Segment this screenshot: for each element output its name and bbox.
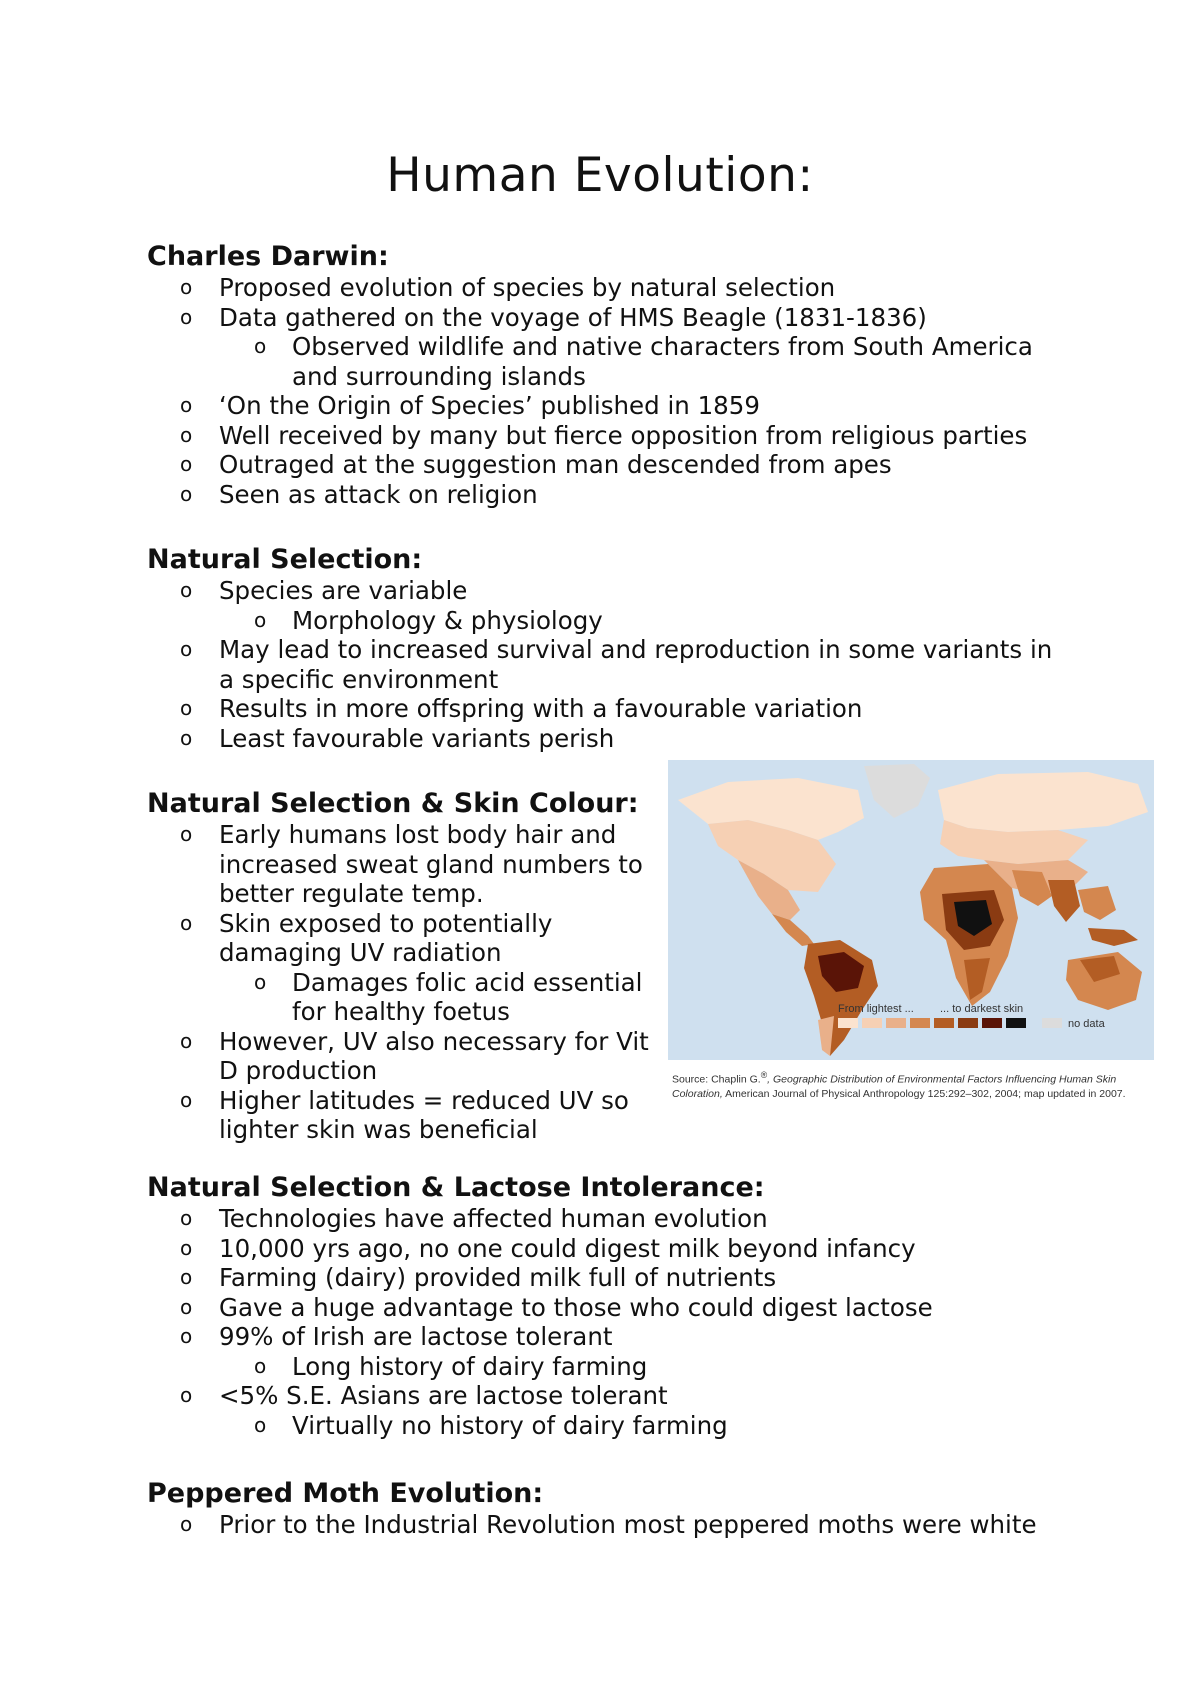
bullet-text: Well received by many but fierce opposition from religious parties xyxy=(219,420,1028,450)
bullet-text: Damages folic acid essential for healthy foetus xyxy=(292,967,643,1026)
section-lactose-intolerance xyxy=(147,1172,1067,1440)
legend-swatch xyxy=(910,1018,930,1028)
bullet-marker: o xyxy=(180,1028,193,1053)
bullet-marker: o xyxy=(180,1324,193,1348)
bullet-item xyxy=(147,480,1067,510)
bullet-text: Outraged at the suggestion man descended from apes xyxy=(219,450,892,479)
bullet-item xyxy=(147,909,657,968)
bullet-marker: o xyxy=(180,393,193,417)
bullet-marker: o xyxy=(180,1383,193,1407)
bullet-marker: o xyxy=(180,481,193,506)
bullet-item xyxy=(147,635,1067,694)
bullet-marker: o xyxy=(254,1353,267,1378)
bullet-item xyxy=(147,1510,1067,1540)
section-heading: Charles Darwin: xyxy=(147,241,389,272)
legend-swatch xyxy=(886,1018,906,1028)
bullet-item xyxy=(147,1293,1067,1323)
bullet-item xyxy=(147,724,1067,754)
bullet-text: Early humans lost body hair and increased sweat gland numbers to better regulate temp. xyxy=(219,820,643,908)
bullet-marker: o xyxy=(180,422,193,447)
caption-prefix: Source: Chaplin G. xyxy=(672,1073,761,1086)
figure-caption xyxy=(668,1068,1154,1101)
bullet-item xyxy=(147,303,1067,333)
bullet-text: Seen as attack on religion xyxy=(219,479,538,509)
section-skin-colour xyxy=(147,788,657,1145)
bullet-marker: o xyxy=(180,1235,193,1260)
bullet-item xyxy=(147,1086,657,1145)
sub-bullet-item xyxy=(147,1352,1067,1382)
page-title: Human Evolution: xyxy=(386,148,814,203)
bullet-item xyxy=(147,694,1067,724)
legend-swatch xyxy=(934,1018,954,1028)
bullet-marker: o xyxy=(180,1206,193,1230)
section-charles-darwin xyxy=(147,241,1067,509)
bullet-marker: o xyxy=(180,1087,193,1112)
bullet-item xyxy=(147,820,657,909)
bullet-text: Proposed evolution of species by natural selection xyxy=(219,273,836,302)
bullet-text: Skin exposed to potentially damaging UV radiation xyxy=(219,908,553,967)
bullet-item xyxy=(147,1234,1067,1264)
legend-swatch xyxy=(982,1018,1002,1028)
sub-bullet-item xyxy=(147,606,1067,636)
legend-nodata-label: no data xyxy=(1068,1018,1105,1030)
bullet-marker: o xyxy=(180,822,193,846)
bullet-text: 99% of Irish are lactose tolerant xyxy=(219,1322,613,1351)
bullet-list xyxy=(147,1204,1067,1440)
bullet-list xyxy=(147,820,657,1145)
bullet-text: May lead to increased survival and reproduction in some variants in a specific environment xyxy=(219,635,1053,694)
bullet-marker: o xyxy=(254,334,267,358)
section-natural-selection xyxy=(147,544,1067,753)
legend-swatch xyxy=(958,1018,978,1028)
bullet-list xyxy=(147,1510,1067,1540)
legend-swatch xyxy=(862,1018,882,1028)
bullet-text: Observed wildlife and native characters from South America and surrounding islands xyxy=(292,332,1033,391)
bullet-marker: o xyxy=(180,725,193,750)
bullet-item xyxy=(147,273,1067,303)
bullet-item xyxy=(147,421,1067,451)
bullet-item xyxy=(147,1027,657,1086)
bullet-marker: o xyxy=(180,910,193,935)
bullet-marker: o xyxy=(180,1265,193,1289)
bullet-marker: o xyxy=(180,637,193,661)
bullet-item xyxy=(147,1204,1067,1234)
bullet-text: 10,000 yrs ago, no one could digest milk beyond infancy xyxy=(219,1233,916,1263)
bullet-text: Virtually no history of dairy farming xyxy=(292,1410,728,1440)
sub-bullet-item xyxy=(147,968,657,1027)
sub-bullet-item xyxy=(147,332,1067,391)
bullet-item xyxy=(147,1263,1067,1293)
legend-from-label: From lightest ... xyxy=(838,1003,914,1015)
bullet-text: Farming (dairy) provided milk full of nutrients xyxy=(219,1263,777,1292)
section-heading: Natural Selection: xyxy=(147,544,423,575)
bullet-item xyxy=(147,391,1067,421)
bullet-text: Technologies have affected human evolution xyxy=(219,1204,768,1233)
bullet-text: Results in more offspring with a favourable variation xyxy=(219,694,863,723)
bullet-marker: o xyxy=(180,1512,193,1536)
bullet-text: Least favourable variants perish xyxy=(219,723,615,753)
bullet-marker: o xyxy=(254,607,267,632)
bullet-text: <5% S.E. Asians are lactose tolerant xyxy=(219,1381,668,1410)
bullet-text: ‘On the Origin of Species’ published in 1859 xyxy=(219,391,760,420)
world-skin-colour-map xyxy=(668,760,1154,1060)
section-peppered-moth xyxy=(147,1478,1067,1540)
section-heading: Natural Selection & Skin Colour: xyxy=(147,788,639,819)
skin-colour-map-figure xyxy=(668,760,1154,1101)
bullet-marker: o xyxy=(180,696,193,720)
sub-bullet-item xyxy=(147,1411,1067,1441)
bullet-text: Long history of dairy farming xyxy=(292,1351,648,1381)
bullet-item xyxy=(147,450,1067,480)
caption-symbol: ® xyxy=(760,1070,768,1080)
legend-to-label: ... to darkest skin xyxy=(940,1003,1024,1015)
bullet-text: Species are variable xyxy=(219,576,468,605)
bullet-text: Gave a huge advantage to those who could digest lactose xyxy=(219,1292,933,1322)
bullet-marker: o xyxy=(180,304,193,329)
bullet-marker: o xyxy=(180,578,193,602)
bullet-item xyxy=(147,1381,1067,1411)
bullet-text: Prior to the Industrial Revolution most peppered moths were white xyxy=(219,1510,1037,1539)
legend-swatch xyxy=(1006,1018,1026,1028)
caption-title: , Geographic Distribution of Environmental Factors Influencing Human Skin Coloration, xyxy=(672,1073,1117,1100)
section-heading: Peppered Moth Evolution: xyxy=(147,1478,544,1509)
bullet-text: However, UV also necessary for Vit D production xyxy=(219,1026,649,1085)
bullet-marker: o xyxy=(254,1412,267,1437)
bullet-text: Data gathered on the voyage of HMS Beagle (1831-1836) xyxy=(219,302,927,332)
bullet-list xyxy=(147,576,1067,753)
bullet-item xyxy=(147,576,1067,606)
bullet-marker: o xyxy=(180,275,193,299)
bullet-marker: o xyxy=(180,452,193,476)
bullet-text: Morphology & physiology xyxy=(292,605,603,635)
bullet-marker: o xyxy=(254,969,267,994)
section-heading: Natural Selection & Lactose Intolerance: xyxy=(147,1172,765,1203)
legend-swatch xyxy=(838,1018,858,1028)
bullet-text: Higher latitudes = reduced UV so lighter skin was beneficial xyxy=(219,1085,629,1144)
bullet-marker: o xyxy=(180,1294,193,1319)
bullet-list xyxy=(147,273,1067,509)
caption-rest: American Journal of Physical Anthropology 125:292–302, 2004; map updated in 2007. xyxy=(722,1087,1126,1100)
bullet-item xyxy=(147,1322,1067,1352)
legend-nodata-swatch xyxy=(1042,1018,1062,1028)
